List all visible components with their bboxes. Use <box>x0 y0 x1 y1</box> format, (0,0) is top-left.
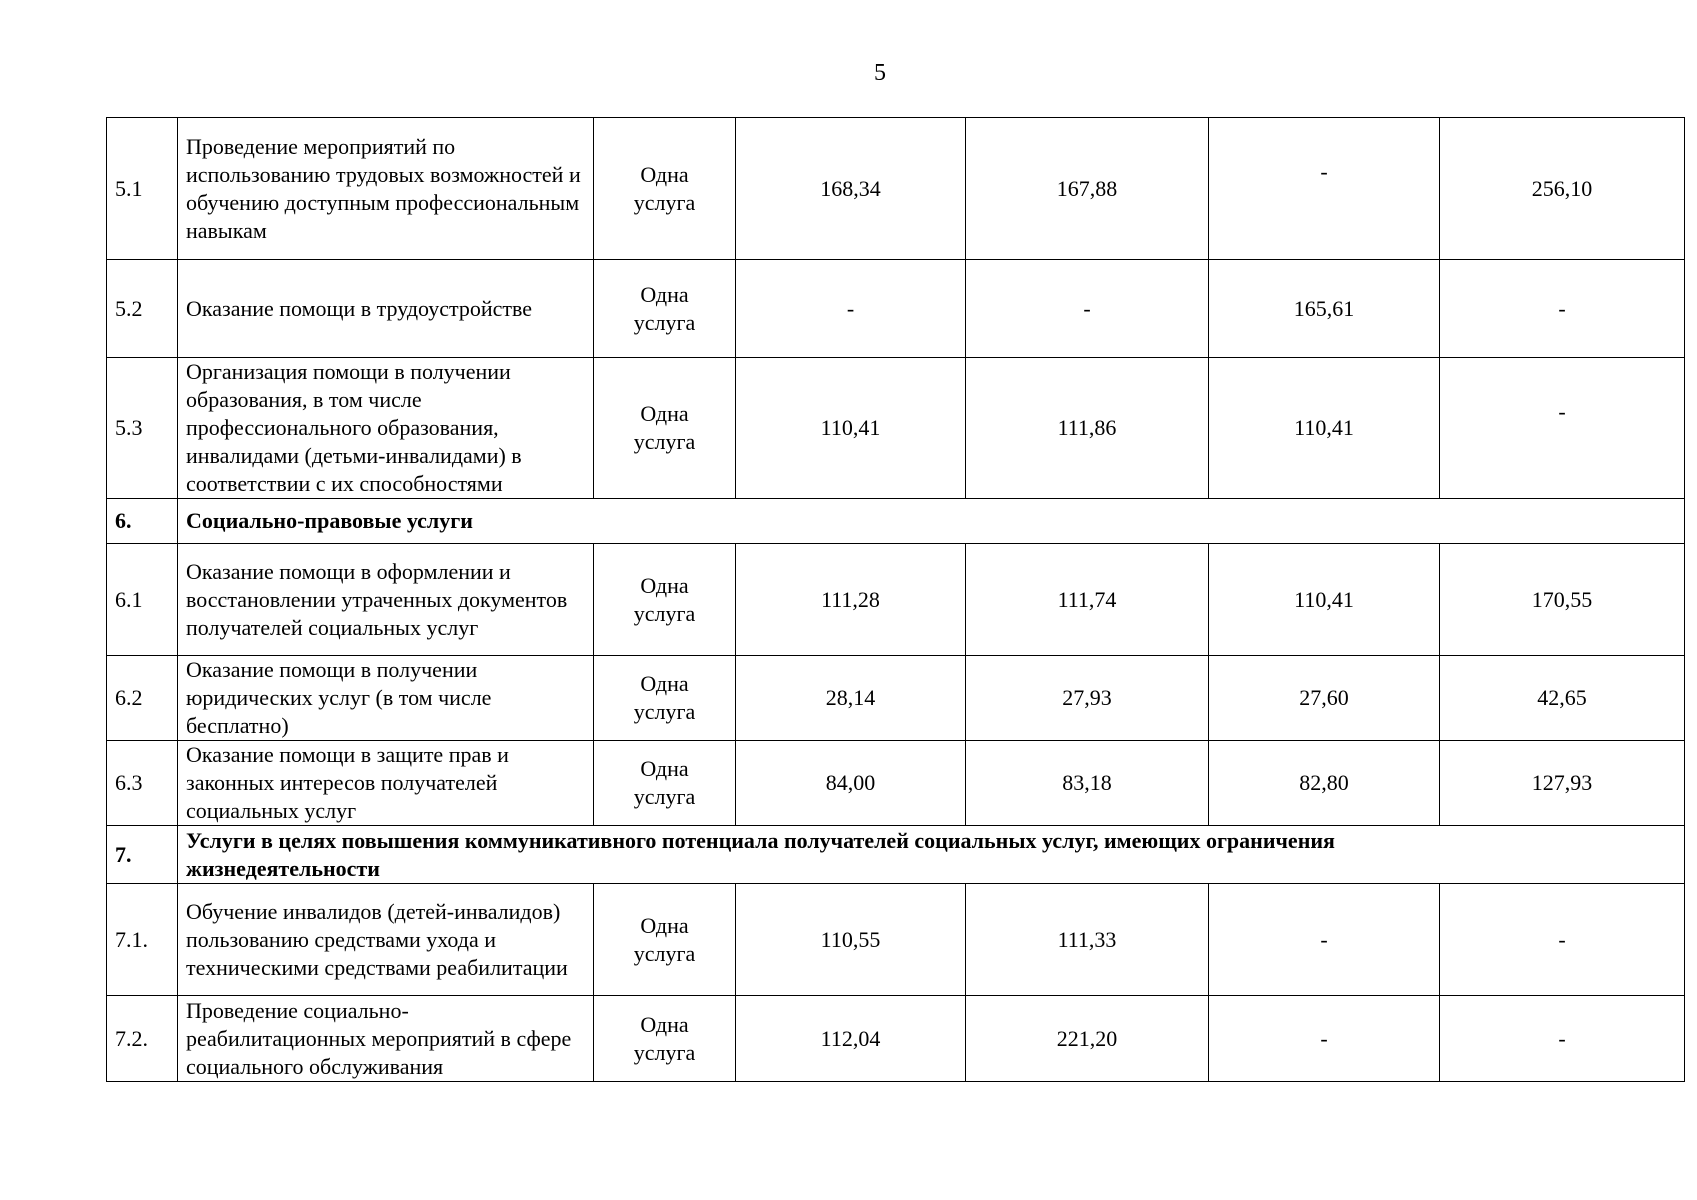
row-number: 7.2. <box>107 996 178 1082</box>
unit-cell <box>594 260 736 358</box>
value-cell: 111,86 <box>966 358 1209 499</box>
value-cell: - <box>966 260 1209 358</box>
value-cell: 170,55 <box>1440 544 1685 656</box>
unit-line-1: Одна <box>640 671 689 696</box>
unit-cell <box>594 996 736 1082</box>
unit-line-2: услуга <box>633 309 696 335</box>
service-name: Оказание помощи в оформлении и восстановлении утраченных документов получателей социальных услуг <box>178 544 594 656</box>
section-number: 6. <box>107 499 178 544</box>
value-cell: 221,20 <box>966 996 1209 1082</box>
unit-line-1: Одна <box>640 756 689 781</box>
unit-cell <box>594 656 736 741</box>
table-row <box>107 656 1685 741</box>
table-row <box>107 118 1685 260</box>
unit-line-1: Одна <box>640 161 689 187</box>
service-name: Проведение мероприятий по использованию трудовых возможностей и обучению доступным профессиональным навыкам <box>178 118 594 260</box>
unit-cell <box>594 741 736 826</box>
unit-line-2: услуга <box>633 1039 696 1065</box>
row-number: 5.3 <box>107 358 178 499</box>
unit-cell <box>594 358 736 499</box>
unit-line-1: Одна <box>640 1011 689 1037</box>
row-number: 5.2 <box>107 260 178 358</box>
value-cell: - <box>1209 996 1440 1082</box>
value-cell: 168,34 <box>736 118 966 260</box>
service-name: Оказание помощи в трудоустройстве <box>178 260 594 358</box>
unit-cell <box>594 884 736 996</box>
value-cell: 110,41 <box>1209 358 1440 499</box>
value-cell: 111,28 <box>736 544 966 656</box>
row-number: 7.1. <box>107 884 178 996</box>
row-number: 6.1 <box>107 544 178 656</box>
unit-line-1: Одна <box>640 401 689 426</box>
value-cell: - <box>1209 884 1440 996</box>
table-row <box>107 358 1685 499</box>
service-name: Оказание помощи в получении юридических услуг (в том числе бесплатно) <box>178 656 594 741</box>
value-cell: 110,55 <box>736 884 966 996</box>
unit-line-2: услуга <box>633 784 696 809</box>
section-title: Социально-правовые услуги <box>178 499 1685 544</box>
value-cell: - <box>1440 358 1685 499</box>
row-number: 6.3 <box>107 741 178 826</box>
table-row <box>107 260 1685 358</box>
value-cell: - <box>1209 118 1440 260</box>
unit-line-1: Одна <box>640 281 689 307</box>
value-cell: 84,00 <box>736 741 966 826</box>
unit-line-2: услуга <box>633 429 696 454</box>
value-cell: 28,14 <box>736 656 966 741</box>
unit-line-1: Одна <box>640 912 689 938</box>
service-name: Оказание помощи в защите прав и законных интересов получателей социальных услуг <box>178 741 594 826</box>
service-name: Обучение инвалидов (детей-инвалидов) пользованию средствами ухода и техническими средствами реабилитации <box>178 884 594 996</box>
value-cell: 127,93 <box>1440 741 1685 826</box>
value-cell: 256,10 <box>1440 118 1685 260</box>
value-cell: 112,04 <box>736 996 966 1082</box>
unit-line-2: услуга <box>633 699 696 724</box>
row-number: 5.1 <box>107 118 178 260</box>
value-cell: 82,80 <box>1209 741 1440 826</box>
service-name: Проведение социально-реабилитационных мероприятий в сфере социального обслуживания <box>178 996 594 1082</box>
table-row <box>107 741 1685 826</box>
value-cell: 110,41 <box>1209 544 1440 656</box>
unit-cell <box>594 118 736 260</box>
value-cell: 165,61 <box>1209 260 1440 358</box>
unit-line-1: Одна <box>640 572 689 598</box>
section-row <box>107 826 1685 884</box>
value-cell: - <box>1440 884 1685 996</box>
value-cell: 42,65 <box>1440 656 1685 741</box>
unit-line-2: услуга <box>633 940 696 966</box>
section-number: 7. <box>107 826 178 884</box>
unit-line-2: услуга <box>633 189 696 215</box>
value-cell: 167,88 <box>966 118 1209 260</box>
service-name: Организация помощи в получении образования, в том числе профессионального образования, инвалидами (детьми-инвалидами) в соответствии с их способностями <box>178 358 594 499</box>
value-cell: - <box>1440 996 1685 1082</box>
table-row <box>107 544 1685 656</box>
services-table <box>106 117 1685 1082</box>
value-cell: 27,93 <box>966 656 1209 741</box>
page-number: 5 <box>874 60 886 86</box>
table-row <box>107 884 1685 996</box>
value-cell: 27,60 <box>1209 656 1440 741</box>
unit-line-2: услуга <box>633 600 696 626</box>
row-number: 6.2 <box>107 656 178 741</box>
section-title: Услуги в целях повышения коммуникативного потенциала получателей социальных услуг, имеющих ограничения жизнедеятельности <box>178 826 1685 884</box>
value-cell: 111,74 <box>966 544 1209 656</box>
value-cell: 111,33 <box>966 884 1209 996</box>
value-cell: - <box>736 260 966 358</box>
value-cell: - <box>1440 260 1685 358</box>
section-row <box>107 499 1685 544</box>
value-cell: 83,18 <box>966 741 1209 826</box>
table-row <box>107 996 1685 1082</box>
unit-cell <box>594 544 736 656</box>
value-cell: 110,41 <box>736 358 966 499</box>
